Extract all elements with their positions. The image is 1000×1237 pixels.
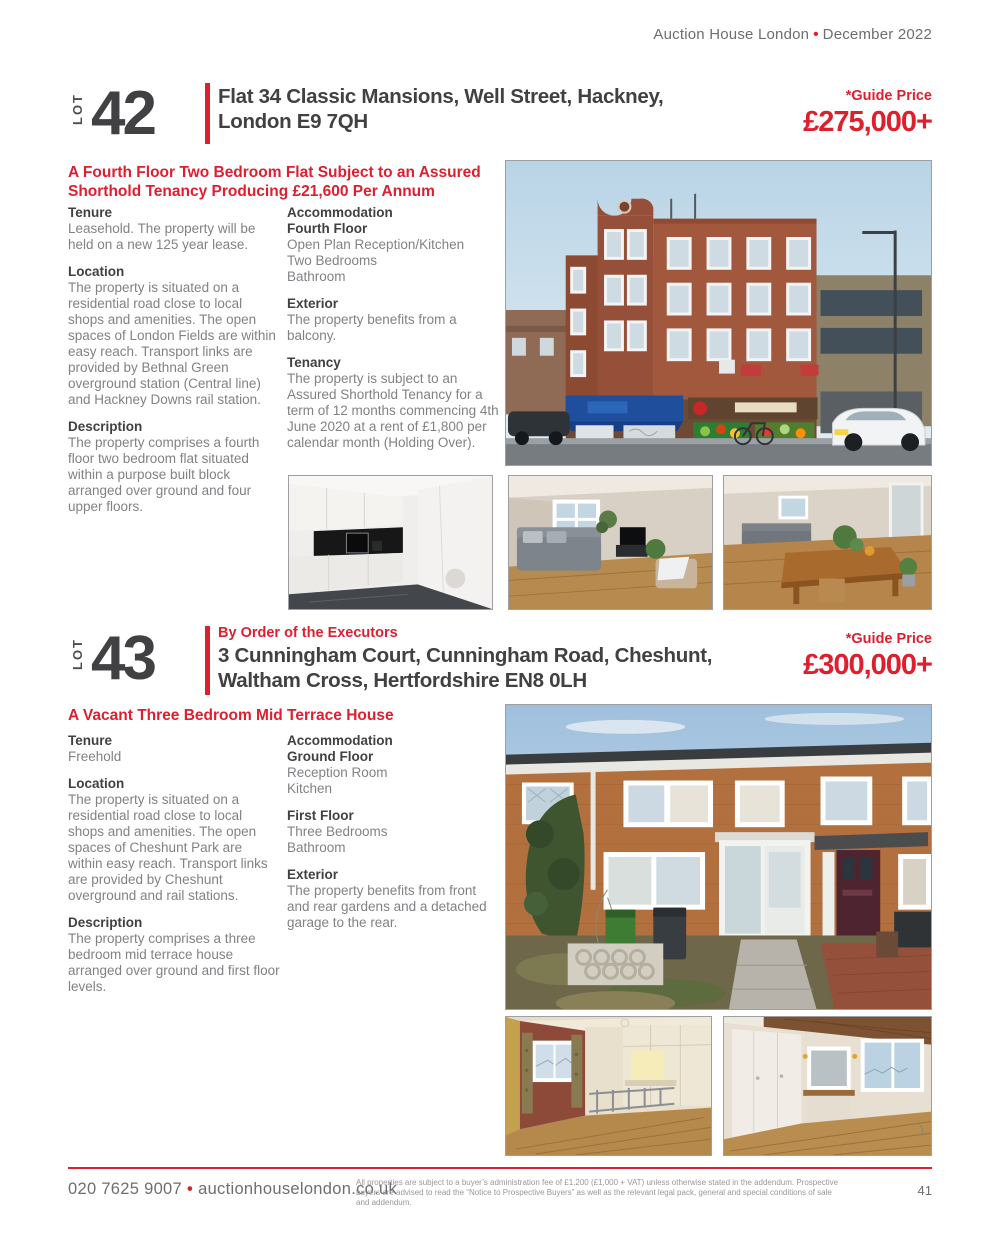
issue-date: December 2022 (822, 26, 932, 43)
footer-website[interactable]: auctionhouselondon.co.uk (198, 1180, 398, 1198)
text-section (68, 419, 280, 515)
section-text: The property benefits from front and rear gardens and a detached garage to the rear. (287, 883, 487, 930)
lot-kicker: By Order of the Executors (218, 625, 398, 641)
guide-price-value: £300,000+ (803, 649, 932, 681)
section-subheading: First Floor (287, 808, 354, 823)
text-section (287, 867, 499, 931)
section-text: Bathroom (287, 269, 346, 284)
section-text: The property benefits from a balcony. (287, 312, 457, 343)
guide-price (803, 88, 932, 137)
photo-dining-room (723, 475, 932, 610)
section-heading: Description (68, 915, 143, 930)
lot-number: 42 (91, 79, 154, 148)
section-text: The property is subject to an Assured Shorthold Tenancy for a term of 12 months commencing 4th June 2020 at a rent of £1,800 per calendar month (Holding Over). (287, 371, 499, 450)
lot-address (218, 643, 712, 693)
text-section (68, 205, 280, 253)
footer-disclaimer: All properties are subject to a buyer’s administration fee of £1,200 (£1,000 + VAT) unless otherwise stated in the addendum. Prospective buyers are advised to read the “Notice to Prospective Buyers” as well as the relevant legal pack, general and special conditions of sale and addendum. (356, 1178, 839, 1207)
section-subheading: Ground Floor (287, 749, 374, 764)
section-heading: Exterior (287, 296, 339, 311)
section-text: Open Plan Reception/Kitchen (287, 237, 465, 252)
footer-phone: 020 7625 9007 (68, 1180, 183, 1198)
section-text: Bathroom (287, 840, 346, 855)
text-section (287, 205, 499, 285)
text-section (68, 915, 280, 995)
footer-bullet-icon: • (187, 1180, 194, 1198)
address-line-1: Flat 34 Classic Mansions, Well Street, Hackney, (218, 85, 664, 108)
section-text: Leasehold. The property will be held on a new 125 year lease. (68, 221, 256, 252)
section-text: Reception Room (287, 765, 388, 780)
section-heading: Description (68, 419, 143, 434)
photo-house-exterior (505, 704, 932, 1010)
section-heading: Tenure (68, 205, 113, 220)
lot-label: LOT (70, 638, 85, 670)
section-heading: Tenancy (287, 355, 341, 370)
accent-bar (205, 626, 210, 695)
address-line-2: Waltham Cross, Hertfordshire EN8 0LH (218, 669, 587, 692)
photo-interior-room (723, 1016, 932, 1156)
lot-label: LOT (70, 93, 85, 125)
photo-street-exterior (505, 160, 932, 466)
photo-living-room (508, 475, 713, 610)
section-heading: Accommodation (287, 733, 393, 748)
section-heading: Location (68, 776, 125, 791)
lot-headline: A Vacant Three Bedroom Mid Terrace House (68, 707, 394, 724)
text-section (287, 355, 499, 451)
text-section (287, 733, 499, 797)
section-heading: Accommodation (287, 205, 393, 220)
address-line-1: 3 Cunningham Court, Cunningham Road, Cheshunt, (218, 644, 713, 667)
text-column-1 (68, 205, 280, 526)
guide-price-label: *Guide Price (845, 631, 932, 647)
section-text: The property is situated on a residential road close to local shops and amenities. The open spaces of Cheshunt Park are within easy reach. Transport links are provided by Cheshunt overground and rail stations. (68, 792, 268, 903)
section-text: Freehold (68, 749, 122, 764)
guide-price-value: £275,000+ (803, 106, 932, 138)
guide-price-label: *Guide Price (845, 88, 932, 104)
lot-number: 43 (91, 624, 154, 693)
text-column-2 (287, 733, 499, 942)
photo-kitchen (288, 475, 493, 610)
footer-rule (68, 1167, 932, 1169)
guide-price (803, 631, 932, 680)
text-column-1 (68, 733, 280, 1006)
lot-headline: A Fourth Floor Two Bedroom Flat Subject to an Assured Shorthold Tenancy Producing £21,600 Per Annum (68, 164, 481, 200)
page-number: 41 (917, 1183, 932, 1198)
section-text: Kitchen (287, 781, 333, 796)
section-text: Two Bedrooms (287, 253, 378, 268)
header-bullet-icon: • (813, 26, 819, 43)
text-section (287, 808, 499, 856)
text-column-2 (287, 205, 499, 462)
text-section (287, 296, 499, 344)
running-header (653, 26, 932, 43)
address-line-2: London E9 7QH (218, 110, 368, 133)
section-heading: Location (68, 264, 125, 279)
accent-bar (205, 83, 210, 144)
section-heading: Exterior (287, 867, 339, 882)
section-subheading: Fourth Floor (287, 221, 368, 236)
lot-address (218, 84, 663, 134)
lot-43-section (68, 622, 932, 1167)
section-text: Three Bedrooms (287, 824, 388, 839)
footer-contact (68, 1180, 397, 1199)
text-section (68, 264, 280, 408)
text-section (68, 733, 280, 765)
publication-name: Auction House London (653, 26, 810, 43)
section-text: The property comprises a three bedroom mid terrace house arranged over ground and first floor levels. (68, 931, 280, 994)
section-heading: Tenure (68, 733, 113, 748)
photo-bedroom (505, 1016, 712, 1156)
section-text: The property is situated on a residential road close to local shops and amenities. The open spaces of London Fields are within easy reach. Transport links are provided by Bethnal Green overground station (Central line) and Hackney Downs rail station. (68, 280, 276, 407)
text-section (68, 776, 280, 904)
lot-42-section (68, 79, 932, 618)
section-text: The property comprises a fourth floor two bedroom flat situated within a purpose built block arranged over ground and four upper floors. (68, 435, 260, 514)
